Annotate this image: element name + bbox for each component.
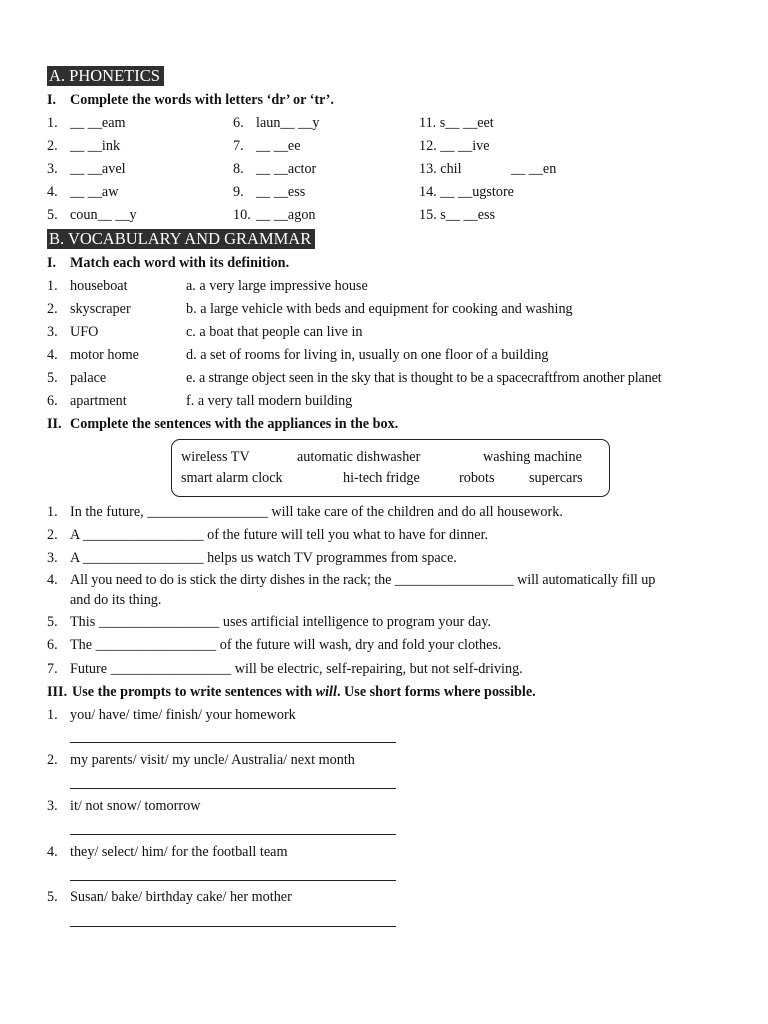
word-box-item: smart alarm clock [181, 470, 283, 486]
match-definition: d. a set of rooms for living in, usually on one floor of a building [186, 347, 549, 363]
sentence-number: 3. [47, 550, 58, 566]
phonetics-item: 13. chil [419, 161, 462, 177]
phonetics-item-blank: __ __en [511, 161, 557, 177]
phonetics-item: __ __eam [70, 115, 126, 131]
phonetics-item: __ __agon [256, 207, 316, 223]
phonetics-item-number: 4. [47, 184, 58, 200]
vocab-task3-instruction: Use the prompts to write sentences with will. Use short forms where possible. [72, 684, 536, 700]
phonetics-item-number: 8. [233, 161, 244, 177]
vocab-task2-instruction: Complete the sentences with the appliances in the box. [70, 416, 399, 432]
word-box-item: wireless TV [181, 449, 250, 465]
phonetics-item: coun__ __y [70, 207, 137, 223]
phonetics-item-number: 3. [47, 161, 58, 177]
match-word: skyscraper [70, 301, 131, 317]
prompt-text: my parents/ visit/ my uncle/ Australia/ next month [70, 752, 355, 768]
prompt-text: Susan/ bake/ birthday cake/ her mother [70, 889, 292, 905]
prompt-number: 2. [47, 752, 58, 768]
prompt-text: it/ not snow/ tomorrow [70, 798, 201, 814]
match-number: 1. [47, 278, 58, 294]
word-box [171, 439, 610, 497]
sentence-number: 4. [47, 572, 58, 588]
match-word: UFO [70, 324, 99, 340]
match-definition: e. a strange object seen in the sky that is thought to be a spacecraftfrom another planet [186, 370, 662, 386]
sentence-text: The _________________ of the future will wash, dry and fold your clothes. [70, 637, 502, 653]
match-definition: a. a very large impressive house [186, 278, 368, 294]
match-number: 3. [47, 324, 58, 340]
word-box-item: supercars [529, 470, 583, 486]
word-box-item: hi-tech fridge [343, 470, 420, 486]
sentence-text: A _________________ helps us watch TV programmes from space. [70, 550, 457, 566]
prompt-text: they/ select/ him/ for the football team [70, 844, 288, 860]
phonetics-item-number: 10. [233, 207, 251, 223]
phonetics-task-number: I. [47, 92, 57, 108]
phonetics-task-instruction: Complete the words with letters ‘dr’ or ‘tr’. [70, 92, 334, 108]
match-number: 5. [47, 370, 58, 386]
match-definition: c. a boat that people can live in [186, 324, 363, 340]
phonetics-item-number: 7. [233, 138, 244, 154]
sentence-number: 1. [47, 504, 58, 520]
sentence-text: This _________________ uses artificial intelligence to program your day. [70, 614, 492, 630]
phonetics-item-number: 1. [47, 115, 58, 131]
match-number: 6. [47, 393, 58, 409]
phonetics-item: 12. __ __ive [419, 138, 490, 154]
vocab-task1-number: I. [47, 255, 57, 271]
vocab-task3-number: III. [47, 684, 68, 700]
answer-line[interactable] [70, 880, 396, 881]
phonetics-item: __ __aw [70, 184, 119, 200]
answer-line[interactable] [70, 788, 396, 789]
match-word: apartment [70, 393, 127, 409]
word-box-item: washing machine [483, 449, 582, 465]
match-word: houseboat [70, 278, 128, 294]
phonetics-item: 11. s__ __eet [419, 115, 494, 131]
phonetics-item: __ __ink [70, 138, 121, 154]
match-number: 2. [47, 301, 58, 317]
prompt-number: 3. [47, 798, 58, 814]
prompt-number: 4. [47, 844, 58, 860]
prompt-text: you/ have/ time/ finish/ your homework [70, 707, 296, 723]
phonetics-item-number: 5. [47, 207, 58, 223]
answer-line[interactable] [70, 834, 396, 835]
phonetics-item: 14. __ __ugstore [419, 184, 514, 200]
phonetics-item: laun__ __y [256, 115, 320, 131]
sentence-number: 2. [47, 527, 58, 543]
match-number: 4. [47, 347, 58, 363]
prompt-number: 1. [47, 707, 58, 723]
match-definition: f. a very tall modern building [186, 393, 353, 409]
prompt-number: 5. [47, 889, 58, 905]
sentence-text-continued: and do its thing. [70, 592, 162, 608]
vocab-task2-number: II. [47, 416, 62, 432]
phonetics-item-number: 9. [233, 184, 244, 200]
vocab-task1-instruction: Match each word with its definition. [70, 255, 290, 271]
sentence-number: 6. [47, 637, 58, 653]
sentence-text: A _________________ of the future will tell you what to have for dinner. [70, 527, 489, 543]
word-box-item: robots [459, 470, 495, 486]
phonetics-item: __ __avel [70, 161, 126, 177]
sentence-text: All you need to do is stick the dirty dishes in the rack; the _________________ will automatically fill up [70, 572, 656, 588]
match-definition: b. a large vehicle with beds and equipment for cooking and washing [186, 301, 573, 317]
sentence-text: Future _________________ will be electric, self-repairing, but not self-driving. [70, 661, 523, 677]
phonetics-item-number: 2. [47, 138, 58, 154]
match-word: motor home [70, 347, 139, 363]
match-word: palace [70, 370, 107, 386]
sentence-number: 7. [47, 661, 58, 677]
vocabulary-grammar-header: B. VOCABULARY AND GRAMMAR [47, 229, 315, 249]
sentence-number: 5. [47, 614, 58, 630]
phonetics-item: __ __ee [256, 138, 301, 154]
answer-line[interactable] [70, 926, 396, 927]
phonetics-item-number: 6. [233, 115, 244, 131]
phonetics-item: __ __actor [256, 161, 317, 177]
word-box-item: automatic dishwasher [297, 449, 421, 465]
phonetics-header: A. PHONETICS [47, 66, 164, 86]
sentence-text: In the future, _________________ will take care of the children and do all housework. [70, 504, 563, 520]
answer-line[interactable] [70, 742, 396, 743]
phonetics-item: __ __ess [256, 184, 306, 200]
phonetics-item: 15. s__ __ess [419, 207, 496, 223]
